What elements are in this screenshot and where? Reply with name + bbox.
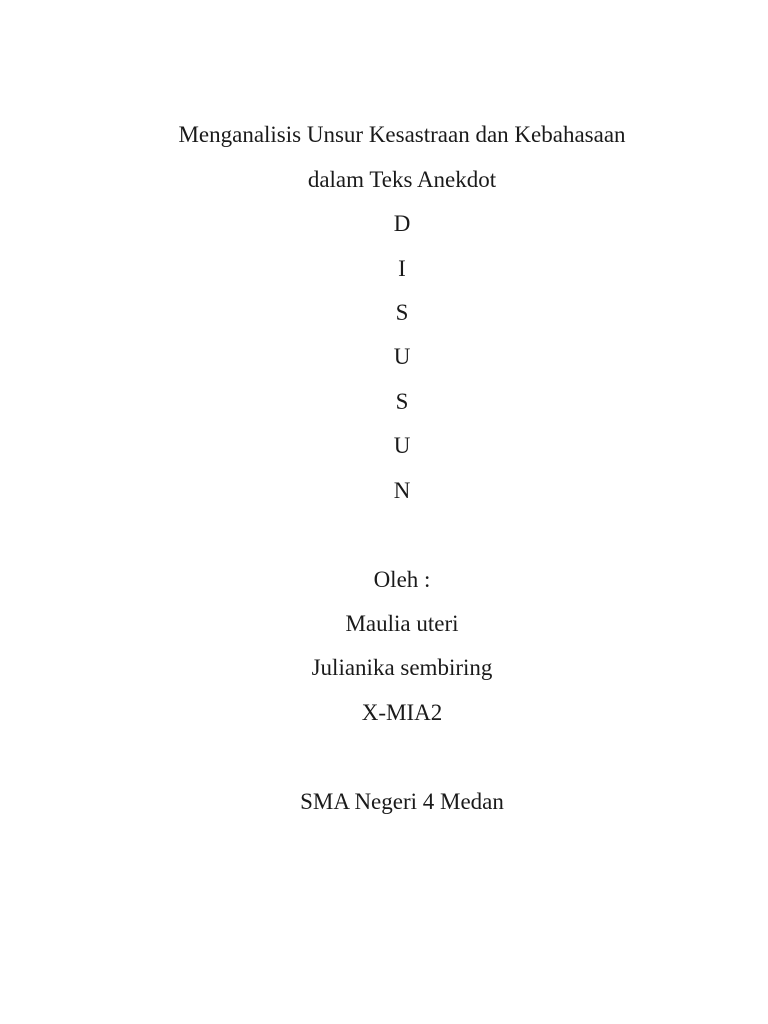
vertical-letter: U bbox=[393, 344, 411, 369]
vertical-letter: S bbox=[395, 389, 409, 414]
class-label: X-MIA2 bbox=[361, 700, 443, 725]
vertical-letter: D bbox=[393, 211, 411, 236]
vertical-letter: U bbox=[393, 433, 411, 458]
by-label: Oleh : bbox=[373, 567, 431, 592]
school-name: SMA Negeri 4 Medan bbox=[300, 789, 504, 814]
author-name: Julianika sembiring bbox=[311, 655, 493, 680]
vertical-letter: N bbox=[393, 478, 411, 503]
vertical-letter: S bbox=[395, 300, 409, 325]
author-name: Maulia uteri bbox=[345, 611, 459, 636]
vertical-letter: I bbox=[398, 256, 406, 281]
title-line-2: dalam Teks Anekdot bbox=[307, 167, 497, 192]
title-line-1: Menganalisis Unsur Kesastraan dan Kebahasaan bbox=[178, 122, 626, 147]
